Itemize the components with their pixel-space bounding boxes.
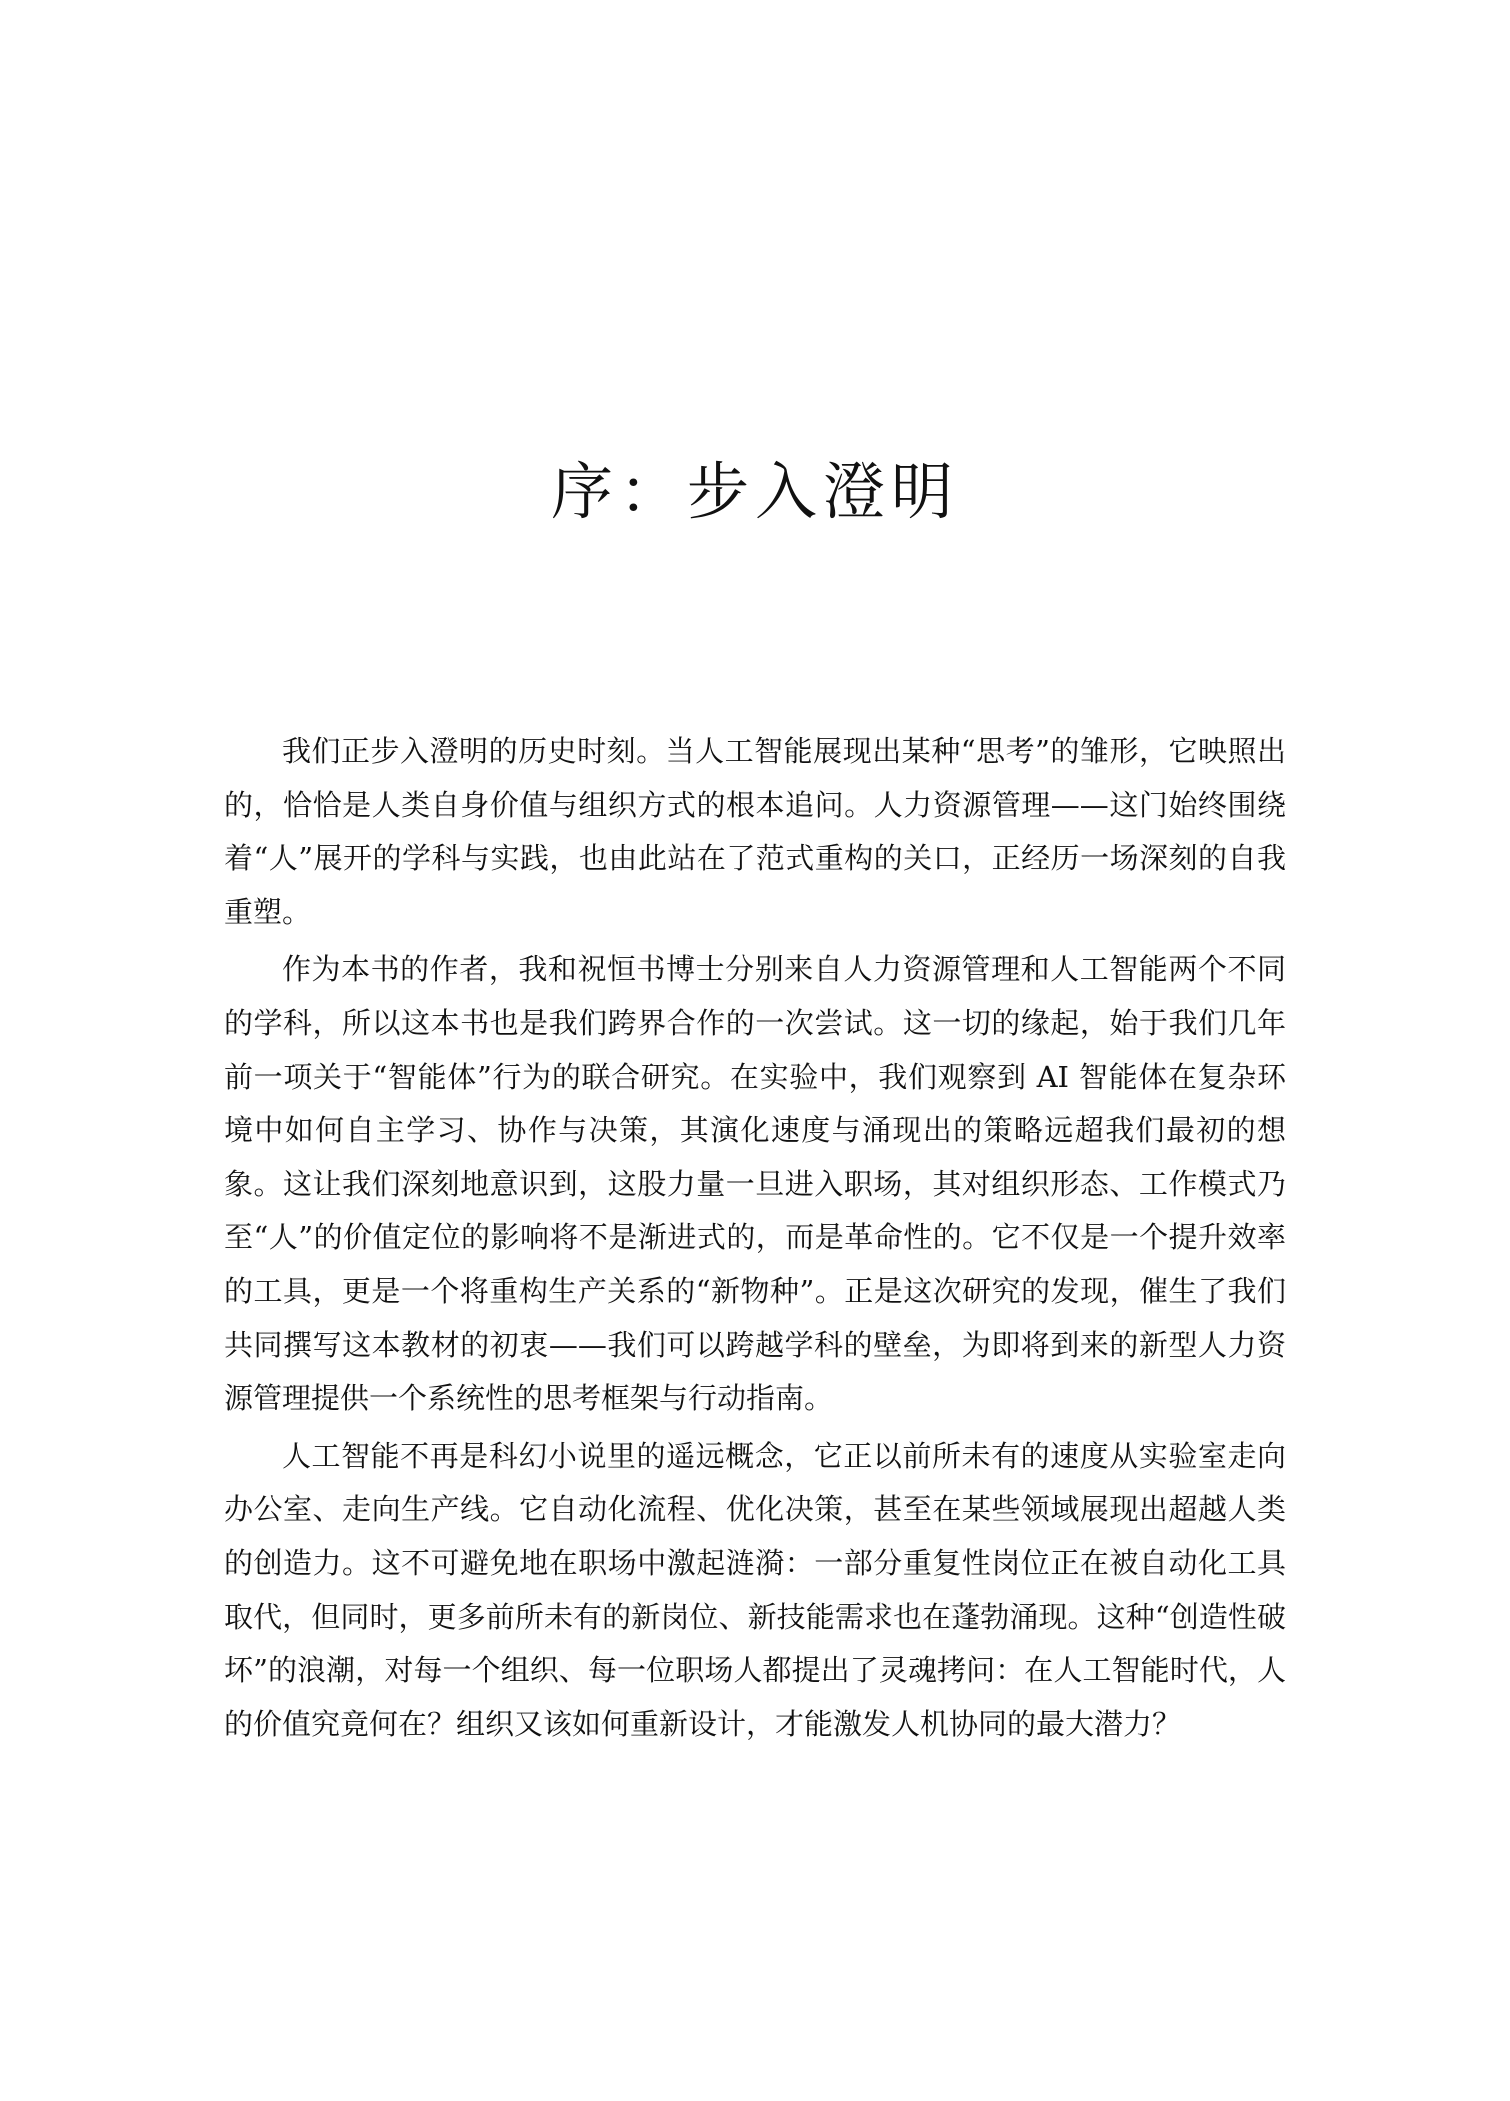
paragraph: 人工智能不再是科幻小说里的遥远概念，它正以前所未有的速度从实验室走向办公室、走向生产线。它自动化流程、优化决策，甚至在某些领域展现出超越人类的创造力。这不可避免地在职场中激起涟漪：一部分重复性岗位正在被自动化工具取代，但同时，更多前所未有的新岗位、新技能需求也在蓬勃涌现。这种“创造性破坏”的浪潮，对每一个组织、每一位职场人都提出了灵魂拷问：在人工智能时代，人的价值究竟何在？组织又该如何重新设计，才能激发人机协同的最大潜力？ (224, 1438, 1286, 1741)
body-text (224, 725, 1286, 1755)
page-title: 序：步入澄明 (550, 455, 959, 528)
paragraph: 作为本书的作者，我和祝恒书博士分别来自人力资源管理和人工智能两个不同的学科，所以这本书也是我们跨界合作的一次尝试。这一切的缘起，始于我们几年前一项关于“智能体”行为的联合研究。在实验中，我们观察到 AI 智能体在复杂环境中如何自主学习、协作与决策，其演化速度与涌现出的策略远超我们最初的想象。这让我们深刻地意识到，这股力量一旦进入职场，其对组织形态、工作模式乃至“人”的价值定位的影响将不是渐进式的，而是革命性的。它不仅是一个提升效率的工具，更是一个将重构生产关系的“新物种”。正是这次研究的发现，催生了我们共同撰写这本教材的初衷——我们可以跨越学科的壁垒，为即将到来的新型人力资源管理提供一个系统性的思考框架与行动指南。 (224, 952, 1286, 1416)
paragraph: 我们正步入澄明的历史时刻。当人工智能展现出某种“思考”的雏形，它映照出的，恰恰是人类自身价值与组织方式的根本追问。人力资源管理——这门始终围绕着“人”展开的学科与实践，也由此站在了范式重构的关口，正经历一场深刻的自我重塑。 (224, 734, 1286, 929)
